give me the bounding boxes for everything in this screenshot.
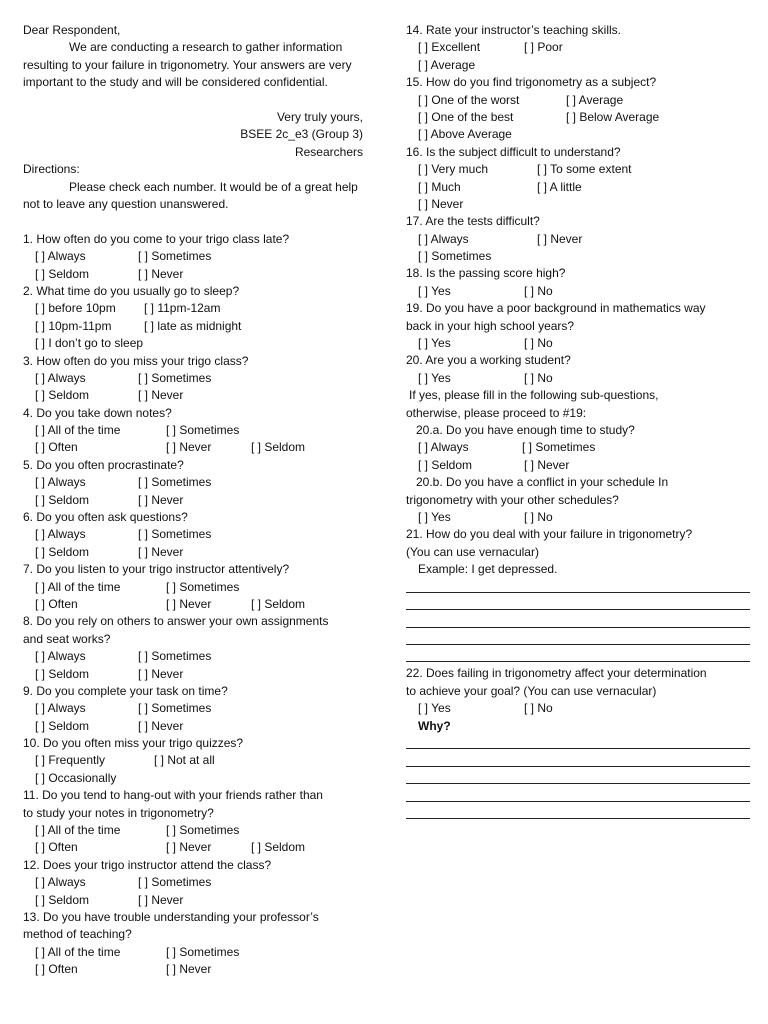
option-checkbox[interactable]: [ ] Seldom: [35, 666, 90, 681]
option-checkbox[interactable]: [ ] Above Average: [418, 127, 512, 142]
option-checkbox[interactable]: [ ] Never: [166, 962, 212, 977]
option-checkbox[interactable]: [ ] Not at all: [154, 753, 215, 768]
option-checkbox[interactable]: [ ] Always: [35, 249, 86, 264]
option-checkbox[interactable]: [ ] Always: [35, 701, 86, 716]
directions-text: Please check each number. It would be of a great help not to leave any question unanswered.: [23, 179, 358, 211]
option-checkbox[interactable]: [ ] Often: [35, 962, 78, 977]
question-14: 14. Rate your instructor’s teaching skills.: [406, 23, 621, 37]
option-checkbox[interactable]: [ ] Below Average: [566, 109, 660, 124]
option-checkbox[interactable]: [ ] All of the time: [35, 944, 121, 959]
answer-line[interactable]: [406, 805, 746, 822]
answer-line[interactable]: [406, 596, 746, 613]
question-18: 18. Is the passing score high?: [406, 266, 566, 281]
option-checkbox[interactable]: [ ] Never: [418, 196, 464, 211]
option-checkbox[interactable]: [ ] Seldom: [251, 596, 306, 611]
question-17: 17. Are the tests difficult?: [406, 214, 540, 229]
question-5: 5. Do you often procrastinate?: [23, 457, 184, 472]
option-checkbox[interactable]: [ ] Poor: [524, 40, 563, 55]
option-checkbox[interactable]: [ ] Never: [138, 892, 184, 907]
answer-line[interactable]: [406, 579, 746, 596]
option-checkbox[interactable]: [ ] Excellent: [418, 40, 481, 55]
option-checkbox[interactable]: [ ] To some extent: [537, 162, 632, 177]
option-checkbox[interactable]: [ ] Occasionally: [35, 770, 117, 785]
option-checkbox[interactable]: [ ] Sometimes: [166, 579, 240, 594]
option-checkbox[interactable]: [ ] Always: [35, 875, 86, 890]
option-checkbox[interactable]: [ ] Always: [418, 231, 469, 246]
option-checkbox[interactable]: [ ] before 10pm: [35, 301, 116, 316]
option-checkbox[interactable]: [ ] Often: [35, 440, 78, 455]
question-20b-continued: trigonometry with your other schedules?: [406, 492, 619, 507]
left-column: [23, 22, 363, 979]
question-9: 9. Do you complete your task on time?: [23, 683, 228, 698]
option-checkbox[interactable]: [ ] Sometimes: [138, 475, 212, 490]
option-checkbox[interactable]: [ ] Sometimes: [138, 249, 212, 264]
option-checkbox[interactable]: [ ] All of the time: [35, 579, 121, 594]
question-13: 13. Do you have trouble understanding your professor’s: [23, 910, 319, 924]
option-checkbox[interactable]: [ ] Seldom: [35, 718, 90, 733]
option-checkbox[interactable]: [ ] Always: [35, 370, 86, 385]
option-checkbox[interactable]: [ ] No: [524, 370, 553, 385]
intro-paragraph: We are conducting a research to gather information resulting to your failure in trigonometry. Your answers are very important to the study and will be considered confidential.: [23, 40, 352, 90]
question-8: 8. Do you rely on others to answer your own assignments: [23, 614, 329, 629]
option-checkbox[interactable]: [ ] Sometimes: [138, 649, 212, 664]
option-checkbox[interactable]: [ ] Sometimes: [166, 823, 240, 838]
option-checkbox[interactable]: [ ] Never: [166, 840, 212, 855]
question-7: 7. Do you listen to your trigo instructor attentively?: [23, 562, 290, 577]
option-checkbox[interactable]: [ ] 10pm-11pm: [35, 318, 112, 333]
option-checkbox[interactable]: [ ] Sometimes: [138, 701, 212, 716]
option-checkbox[interactable]: [ ] Never: [138, 718, 184, 733]
option-checkbox[interactable]: [ ] Often: [35, 596, 78, 611]
question-12: 12. Does your trigo instructor attend the class?: [23, 857, 272, 872]
option-checkbox[interactable]: [ ] Always: [418, 440, 469, 455]
option-checkbox[interactable]: [ ] Seldom: [35, 266, 90, 281]
option-checkbox[interactable]: [ ] Much: [418, 179, 461, 194]
right-column: [406, 22, 746, 822]
option-checkbox[interactable]: [ ] Sometimes: [418, 249, 492, 264]
greeting: Dear Respondent,: [23, 23, 121, 37]
option-checkbox[interactable]: [ ] Average: [418, 57, 476, 72]
option-checkbox[interactable]: [ ] Never: [166, 596, 212, 611]
question-16: 16. Is the subject difficult to understand?: [406, 144, 621, 159]
answer-line[interactable]: [406, 735, 746, 752]
option-checkbox[interactable]: [ ] Never: [138, 666, 184, 681]
question-6: 6. Do you often ask questions?: [23, 510, 188, 525]
option-checkbox[interactable]: [ ] Very much: [418, 162, 489, 177]
question-2: 2. What time do you usually go to sleep?: [23, 283, 240, 298]
question-15: 15. How do you find trigonometry as a subject?: [406, 75, 657, 90]
answer-line[interactable]: [406, 752, 746, 769]
question-20: 20. Are you a working student?: [406, 353, 571, 368]
answer-line[interactable]: [406, 613, 746, 630]
answer-line[interactable]: [406, 787, 746, 804]
option-checkbox[interactable]: [ ] Sometimes: [138, 370, 212, 385]
option-checkbox[interactable]: [ ] Sometimes: [166, 423, 240, 438]
question-20a: 20.a. Do you have enough time to study?: [416, 422, 635, 437]
option-checkbox[interactable]: [ ] Never: [537, 231, 583, 246]
question-22: 22. Does failing in trigonometry affect your determination: [406, 666, 707, 681]
option-checkbox[interactable]: [ ] Seldom: [35, 492, 90, 507]
option-checkbox[interactable]: [ ] No: [524, 283, 553, 298]
answer-line[interactable]: [406, 648, 746, 665]
directions-heading: Directions:: [23, 162, 80, 177]
option-checkbox[interactable]: [ ] All of the time: [35, 423, 121, 438]
option-checkbox[interactable]: [ ] Sometimes: [138, 875, 212, 890]
option-checkbox[interactable]: [ ] Never: [138, 492, 184, 507]
question-13-continued: method of teaching?: [23, 927, 132, 942]
option-checkbox[interactable]: [ ] Never: [138, 266, 184, 281]
question-1: 1. How often do you come to your trigo class late?: [23, 231, 290, 246]
question-11: 11. Do you tend to hang-out with your friends rather than: [23, 788, 323, 803]
option-checkbox[interactable]: [ ] Never: [138, 388, 184, 403]
sub-question-note-continued: otherwise, please proceed to #19:: [406, 405, 587, 420]
option-checkbox[interactable]: [ ] 11pm-12am: [144, 301, 221, 316]
question-22-continued: to achieve your goal? (You can use vernacular): [406, 683, 657, 698]
option-checkbox[interactable]: [ ] Seldom: [251, 840, 306, 855]
question-4: 4. Do you take down notes?: [23, 405, 172, 420]
option-checkbox[interactable]: [ ] Seldom: [418, 457, 473, 472]
option-checkbox[interactable]: [ ] No: [524, 336, 553, 351]
option-checkbox[interactable]: [ ] Average: [566, 92, 624, 107]
option-checkbox[interactable]: [ ] Sometimes: [138, 527, 212, 542]
option-checkbox[interactable]: [ ] Always: [35, 475, 86, 490]
option-checkbox[interactable]: [ ] Yes: [418, 336, 451, 351]
option-checkbox[interactable]: [ ] All of the time: [35, 823, 121, 838]
closing: Very truly yours,: [276, 110, 363, 124]
option-checkbox[interactable]: [ ] Seldom: [251, 440, 306, 455]
option-checkbox[interactable]: [ ] Yes: [418, 283, 451, 298]
option-checkbox[interactable]: [ ] Yes: [418, 701, 451, 716]
question-10: 10. Do you often miss your trigo quizzes?: [23, 736, 244, 751]
sub-question-note: If yes, please fill in the following sub-questions,: [409, 388, 659, 403]
question-20b: 20.b. Do you have a conflict in your schedule In: [416, 475, 669, 490]
question-8-continued: and seat works?: [23, 631, 111, 646]
option-checkbox[interactable]: [ ] One of the best: [418, 109, 514, 124]
question-21-continued: (You can use vernacular): [406, 544, 539, 559]
option-checkbox[interactable]: [ ] Often: [35, 840, 78, 855]
answer-line[interactable]: [406, 770, 746, 787]
why-label: Why?: [418, 718, 451, 733]
option-checkbox[interactable]: [ ] Sometimes: [166, 944, 240, 959]
option-checkbox[interactable]: [ ] Seldom: [35, 388, 90, 403]
option-checkbox[interactable]: [ ] Never: [166, 440, 212, 455]
option-checkbox[interactable]: [ ] Seldom: [35, 544, 90, 559]
option-checkbox[interactable]: [ ] Yes: [418, 509, 451, 524]
option-checkbox[interactable]: [ ] No: [524, 509, 553, 524]
option-checkbox[interactable]: [ ] Seldom: [35, 892, 90, 907]
option-checkbox[interactable]: [ ] Always: [35, 649, 86, 664]
option-checkbox[interactable]: [ ] late as midnight: [144, 318, 242, 333]
answer-line[interactable]: [406, 631, 746, 648]
option-checkbox[interactable]: [ ] Frequently: [35, 753, 106, 768]
question-11-continued: to study your notes in trigonometry?: [23, 805, 214, 820]
question-21: 21. How do you deal with your failure in trigonometry?: [406, 527, 693, 542]
question-19-continued: back in your high school years?: [406, 318, 575, 333]
question-19: 19. Do you have a poor background in mathematics way: [406, 301, 706, 316]
option-checkbox[interactable]: [ ] One of the worst: [418, 92, 520, 107]
option-checkbox[interactable]: [ ] Yes: [418, 370, 451, 385]
signature: Researchers: [294, 144, 363, 159]
option-checkbox[interactable]: [ ] Never: [138, 544, 184, 559]
group-name: BSEE 2c_e3 (Group 3): [240, 127, 363, 142]
option-checkbox[interactable]: [ ] I don’t go to sleep: [35, 336, 144, 351]
option-checkbox[interactable]: [ ] No: [524, 701, 553, 716]
example-text: Example: I get depressed.: [418, 562, 558, 577]
option-checkbox[interactable]: [ ] Always: [35, 527, 86, 542]
option-checkbox[interactable]: [ ] A little: [537, 179, 582, 194]
option-checkbox[interactable]: [ ] Never: [524, 457, 570, 472]
option-checkbox[interactable]: [ ] Sometimes: [522, 440, 596, 455]
question-3: 3. How often do you miss your trigo class?: [23, 353, 249, 368]
